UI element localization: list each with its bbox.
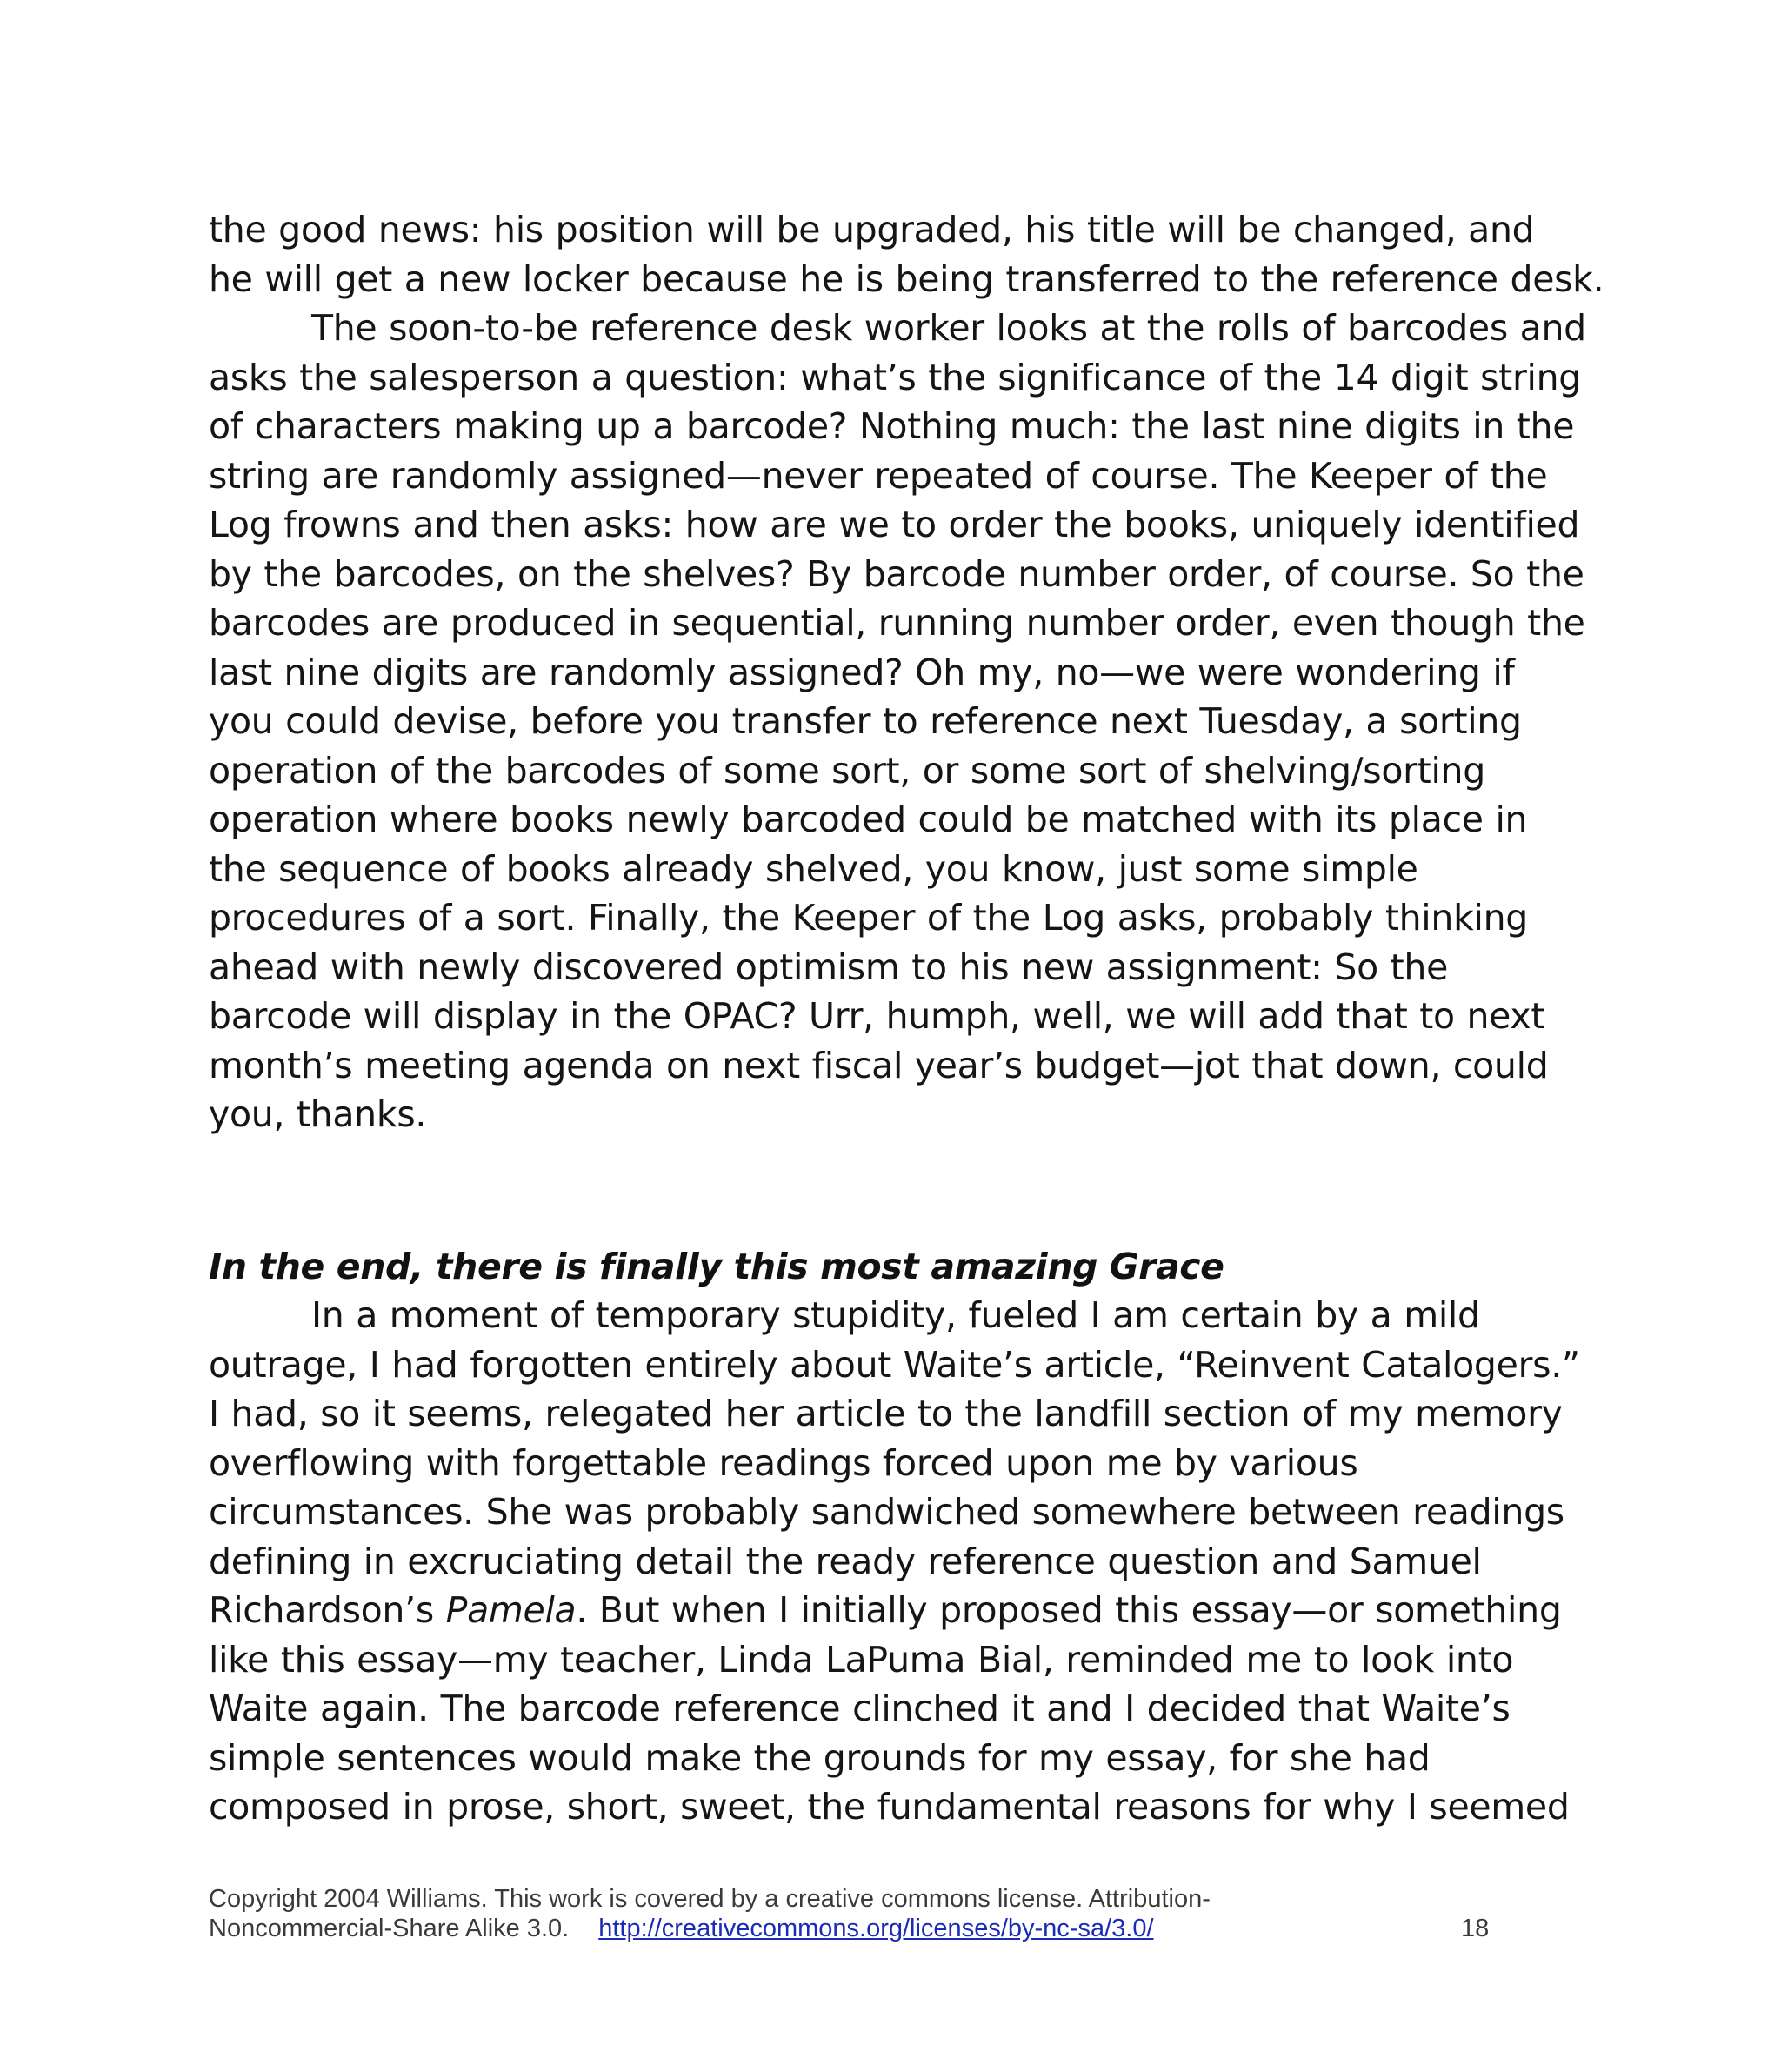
text-line: In a moment of temporary stupidity, fueled I am certain by a mild <box>311 1294 1480 1336</box>
text-line: operation where books newly barcoded could be matched with its place in <box>209 799 1528 840</box>
text-line: like this essay—my teacher, Linda LaPuma Bial, reminded me to look into <box>209 1638 1514 1681</box>
text-fragment: Richardson’s <box>209 1589 446 1631</box>
text-line: the good news: his position will be upgraded, his title will be changed, and <box>209 209 1535 251</box>
license-name: Noncommercial-Share Alike 3.0. <box>209 1915 570 1942</box>
text-line: he will get a new locker because he is being transferred to the reference desk. <box>209 257 1604 300</box>
text-line: outrage, I had forgotten entirely about Waite’s article, “Reinvent Catalogers.” <box>209 1343 1580 1386</box>
copyright-line: Copyright 2004 Williams. This work is covered by a creative commons license. Attribution- <box>209 1885 1211 1913</box>
text-line: you, thanks. <box>209 1093 427 1135</box>
license-line <box>209 1914 1496 1943</box>
text-line: the sequence of books already shelved, you know, just some simple <box>209 847 1418 890</box>
text-line: simple sentences would make the grounds for my essay, for she had <box>209 1736 1431 1779</box>
book-title: Pamela <box>445 1589 577 1631</box>
text-line: barcodes are produced in sequential, running number order, even though the <box>209 602 1585 644</box>
text-line: circumstances. She was probably sandwiched somewhere between readings <box>209 1491 1564 1533</box>
text-line: I had, so it seems, relegated her article to the landfill section of my memory <box>209 1393 1563 1434</box>
body-text-top <box>209 205 1618 1140</box>
page-number: 18 <box>1461 1915 1490 1942</box>
text-line: barcode will display in the OPAC? Urr, humph, well, we will add that to next <box>209 995 1545 1037</box>
section-heading: In the end, there is finally this most amazing Grace <box>209 1246 1224 1287</box>
text-line: of characters making up a barcode? Nothing much: the last nine digits in the <box>209 405 1575 447</box>
text-line: you could devise, before you transfer to reference next Tuesday, a sorting <box>209 700 1522 742</box>
text-line: defining in excruciating detail the ready reference question and Samuel <box>209 1540 1482 1582</box>
text-line: composed in prose, short, sweet, the fundamental reasons for why I seemed <box>209 1786 1570 1828</box>
text-line: string are randomly assigned—never repeated of course. The Keeper of the <box>209 454 1548 497</box>
text-line: operation of the barcodes of some sort, or some sort of shelving/sorting <box>209 749 1485 792</box>
text-line: The soon-to-be reference desk worker looks at the rolls of barcodes and <box>311 307 1586 349</box>
text-line-with-title <box>209 1586 1618 1635</box>
text-line: by the barcodes, on the shelves? By barcode number order, of course. So the <box>209 552 1584 595</box>
license-link[interactable]: http://creativecommons.org/licenses/by-nc-sa/3.0/ <box>598 1915 1154 1942</box>
copyright-footer <box>209 1884 1496 1943</box>
body-text-bottom <box>209 1291 1618 1832</box>
text-line: overflowing with forgettable readings forced upon me by various <box>209 1441 1358 1484</box>
text-line: procedures of a sort. Finally, the Keeper of the Log asks, probably thinking <box>209 897 1529 939</box>
text-fragment: . But when I initially proposed this essay—or something <box>576 1589 1562 1631</box>
text-line: ahead with newly discovered optimism to his new assignment: So the <box>209 946 1449 988</box>
text-line: last nine digits are randomly assigned? Oh my, no—we were wondering if <box>209 651 1515 693</box>
text-line: Waite again. The barcode reference clinched it and I decided that Waite’s <box>209 1688 1511 1729</box>
text-line: month’s meeting agenda on next fiscal year’s budget—jot that down, could <box>209 1044 1549 1086</box>
text-line: Log frowns and then asks: how are we to order the books, uniquely identified <box>209 504 1580 545</box>
text-line: asks the salesperson a question: what’s the significance of the 14 digit string <box>209 356 1582 398</box>
